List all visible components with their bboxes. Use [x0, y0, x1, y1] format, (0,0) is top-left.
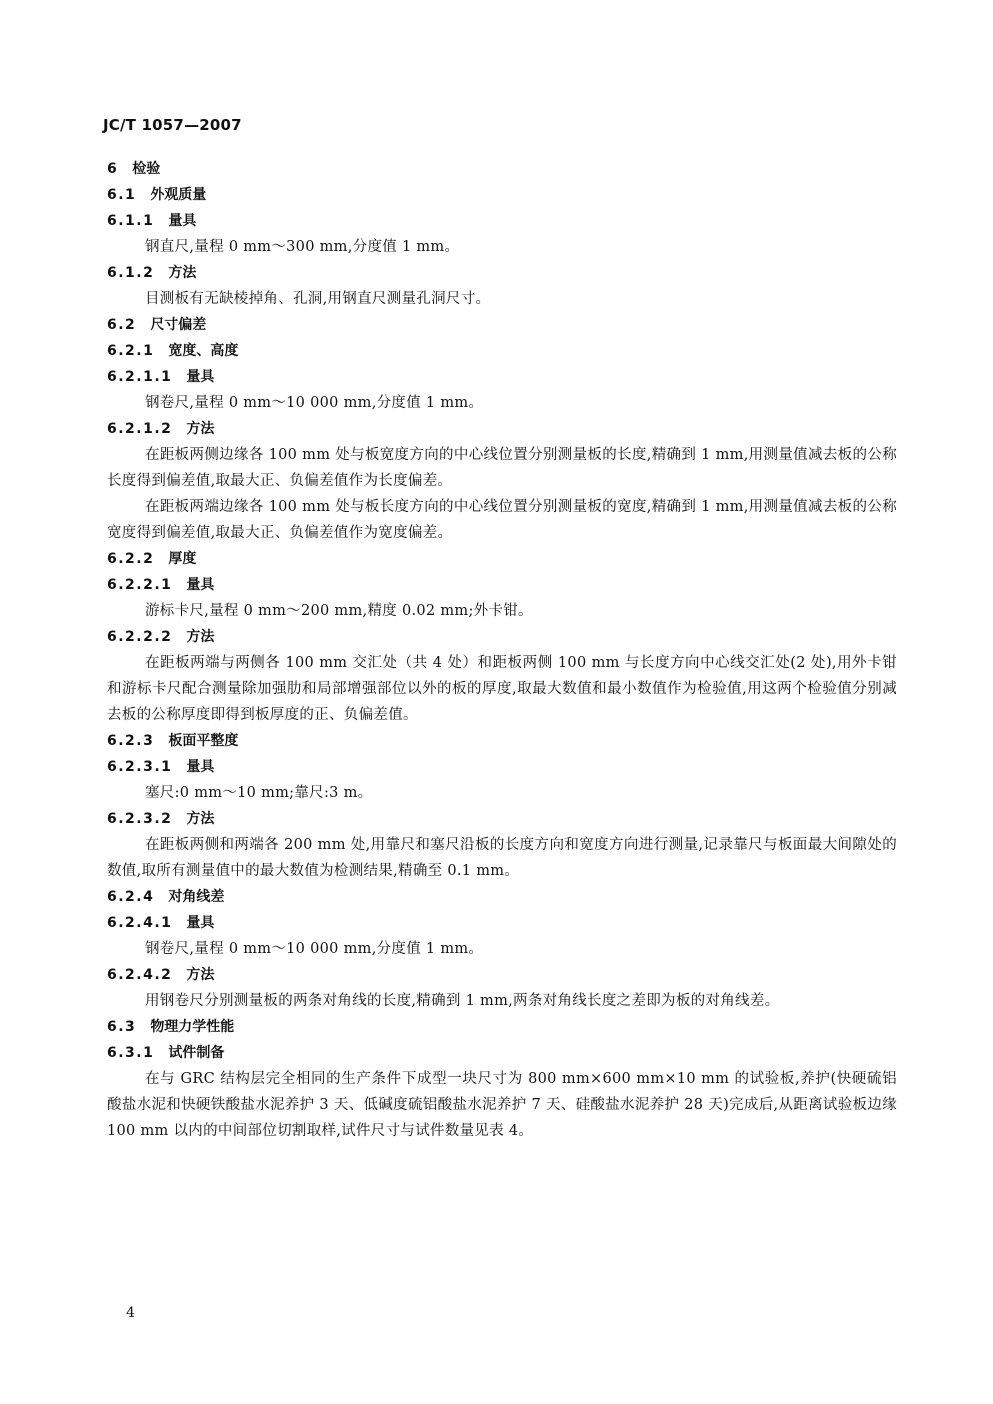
section-number: 6.1.1 — [107, 213, 155, 229]
section-title: 方法 — [186, 421, 215, 437]
paragraph: 钢卷尺,量程 0 mm～10 000 mm,分度值 1 mm。 — [145, 395, 484, 411]
paragraph: 塞尺:0 mm～10 mm;靠尺:3 m。 — [145, 785, 373, 801]
section-title: 方法 — [186, 811, 215, 827]
section-heading — [107, 416, 897, 442]
section-heading — [107, 338, 897, 364]
section-title: 方法 — [186, 629, 215, 645]
section-number: 6.3.1 — [107, 1045, 155, 1061]
section-number: 6 — [107, 161, 119, 177]
section-number: 6.2.1.1 — [107, 369, 173, 385]
page-number: 4 — [126, 1305, 135, 1321]
section-title: 量具 — [168, 213, 197, 229]
paragraph: 游标卡尺,量程 0 mm～200 mm,精度 0.02 mm;外卡钳。 — [145, 603, 533, 619]
section-heading — [107, 546, 897, 572]
section-number: 6.2.2.1 — [107, 577, 173, 593]
paragraph: 目测板有无缺棱掉角、孔洞,用钢直尺测量孔洞尺寸。 — [145, 291, 491, 307]
section-title: 方法 — [168, 265, 197, 281]
section-number: 6.2.1.2 — [107, 421, 173, 437]
section-number: 6.2.4.1 — [107, 915, 173, 931]
paragraph: 用钢卷尺分别测量板的两条对角线的长度,精确到 1 mm,两条对角线长度之差即为板的对角线差。 — [145, 993, 780, 1009]
section-heading — [107, 260, 897, 286]
paragraph: 在距板两侧边缘各 100 mm 处与板宽度方向的中心线位置分别测量板的长度,精确到 1 mm,用测量值减去板的公称长度得到偏差值,取最大正、负偏差值作为长度偏差。 — [107, 447, 897, 489]
section-title: 量具 — [186, 759, 215, 775]
section-number: 6.2.1 — [107, 343, 155, 359]
paragraph: 钢直尺,量程 0 mm～300 mm,分度值 1 mm。 — [145, 239, 460, 255]
section-number: 6.2.3.2 — [107, 811, 173, 827]
section-number: 6.2.3 — [107, 733, 155, 749]
section-heading — [107, 572, 897, 598]
section-title: 板面平整度 — [168, 733, 239, 749]
paragraph: 在距板两侧和两端各 200 mm 处,用靠尺和塞尺沿板的长度方向和宽度方向进行测量,记录靠尺与板面最大间隙处的数值,取所有测量值中的最大数值为检测结果,精确至 0.1 mm。 — [107, 837, 897, 879]
section-title: 尺寸偏差 — [150, 317, 207, 333]
section-title: 试件制备 — [168, 1045, 225, 1061]
document-body — [107, 156, 897, 1144]
document-code: JC/T 1057—2007 — [103, 116, 242, 134]
section-heading — [107, 208, 897, 234]
section-title: 厚度 — [168, 551, 197, 567]
section-title: 量具 — [186, 915, 215, 931]
section-title: 宽度、高度 — [168, 343, 239, 359]
section-title: 检验 — [132, 161, 161, 177]
section-title: 外观质量 — [150, 187, 207, 203]
section-number: 6.2.4 — [107, 889, 155, 905]
section-heading — [107, 728, 897, 754]
section-heading — [107, 182, 897, 208]
section-number: 6.2 — [107, 317, 137, 333]
section-number: 6.1 — [107, 187, 137, 203]
paragraph: 在距板两端边缘各 100 mm 处与板长度方向的中心线位置分别测量板的宽度,精确到 1 mm,用测量值减去板的公称宽度得到偏差值,取最大正、负偏差值作为宽度偏差。 — [107, 499, 897, 541]
section-number: 6.2.3.1 — [107, 759, 173, 775]
section-heading — [107, 624, 897, 650]
section-heading — [107, 156, 897, 182]
section-number: 6.3 — [107, 1019, 137, 1035]
section-heading — [107, 910, 897, 936]
section-number: 6.2.2.2 — [107, 629, 173, 645]
section-heading — [107, 962, 897, 988]
section-title: 量具 — [186, 369, 215, 385]
section-heading — [107, 1040, 897, 1066]
paragraph: 在距板两端与两侧各 100 mm 交汇处（共 4 处）和距板两侧 100 mm 与长度方向中心线交汇处(2 处),用外卡钳和游标卡尺配合测量除加强肋和局部增强部位以外的板的厚度,取最大数值和最小数值作为检验值,用这两个检验值分别减去板的公称厚度即得到板厚度的正、负偏差值。 — [107, 655, 897, 723]
section-title: 物理力学性能 — [150, 1019, 235, 1035]
section-title: 对角线差 — [168, 889, 225, 905]
section-title: 量具 — [186, 577, 215, 593]
section-heading — [107, 364, 897, 390]
section-heading — [107, 312, 897, 338]
section-number: 6.1.2 — [107, 265, 155, 281]
section-number: 6.2.2 — [107, 551, 155, 567]
section-heading — [107, 884, 897, 910]
section-title: 方法 — [186, 967, 215, 983]
paragraph: 钢卷尺,量程 0 mm～10 000 mm,分度值 1 mm。 — [145, 941, 484, 957]
section-heading — [107, 1014, 897, 1040]
section-heading — [107, 806, 897, 832]
section-heading — [107, 754, 897, 780]
section-number: 6.2.4.2 — [107, 967, 173, 983]
paragraph: 在与 GRC 结构层完全相同的生产条件下成型一块尺寸为 800 mm×600 mm×10 mm 的试验板,养护(快硬硫铝酸盐水泥和快硬铁酸盐水泥养护 3 天、低碱度硫铝酸盐水泥养护 7 天、硅酸盐水泥养护 28 天)完成后,从距离试验板边缘 100 mm 以内的中间部位切割取样,试件尺寸与试件数量见表 4。 — [107, 1071, 897, 1139]
